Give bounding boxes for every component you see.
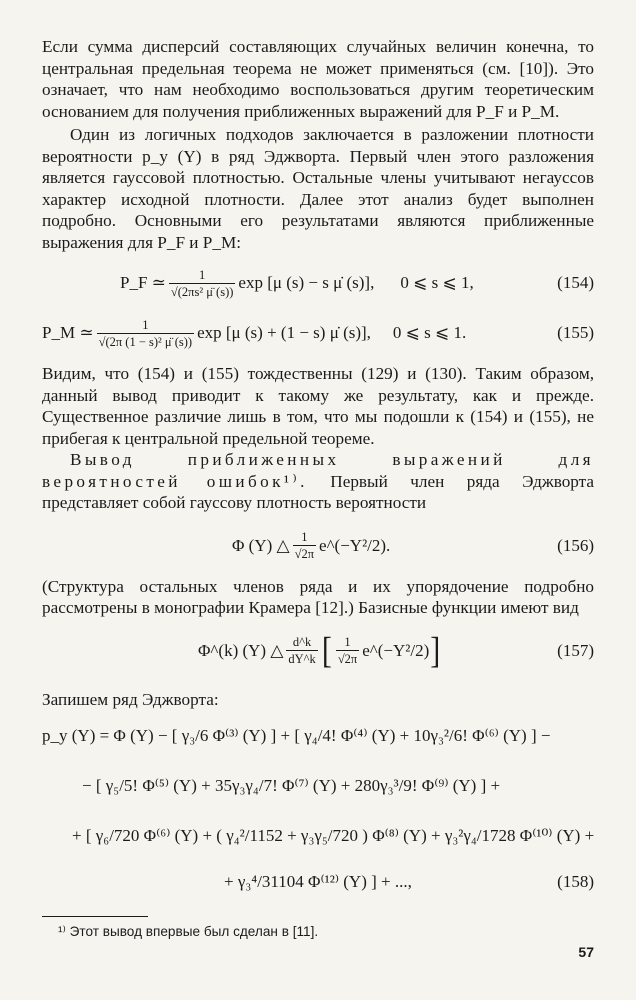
eq158-line-3: + [ γ₆/720 Φ⁽⁶⁾ (Y) + ( γ₄²/1152 + γ₃γ₅/720 ) Φ⁽⁸⁾ (Y) + γ₃²γ₄/1728 Φ⁽¹⁰⁾ (Y) + xyxy=(72,826,595,845)
eq158-line-4: + γ₃⁴/31104 Φ⁽¹²⁾ (Y) ] + ..., xyxy=(224,872,412,891)
eq157-inner-fraction xyxy=(336,635,359,666)
equation-155 xyxy=(42,311,594,355)
footnote-rule xyxy=(42,916,148,917)
eq155-condition: 0 ⩽ s ⩽ 1. xyxy=(392,323,467,342)
eq155-lhs: P_M ≃ xyxy=(42,323,94,342)
eq156-frac-den: √2π xyxy=(294,547,315,561)
eq156-number: (156) xyxy=(557,535,594,555)
eq156-frac-num: 1 xyxy=(301,530,308,544)
eq158-line-1: p_y (Y) = Φ (Y) − [ γ₃/6 Φ⁽³⁾ (Y) ] + [ γ₄/4! Φ⁽⁴⁾ (Y) + 10γ₃²/6! Φ⁽⁶⁾ (Y) ] − xyxy=(42,726,551,745)
eq157-inner-den: √2π xyxy=(337,652,358,666)
eq155-rhs: exp [μ (s) + (1 − s) μ̇ (s)], xyxy=(197,323,371,342)
paragraph-1: Если сумма дисперсий составляющих случайных величин конечна, то центральная предельная теорема не может применяться (см. [10]). Это означает, что нам необходимо воспользоваться другим теоретическим основанием для получения приближенных выражений для P_F и P_M. xyxy=(42,37,594,121)
eq157-rhs: e^(−Y²/2) xyxy=(362,640,430,660)
equation-158 xyxy=(42,722,594,922)
eq154-number: (154) xyxy=(557,273,594,292)
page-number: 57 xyxy=(578,944,594,960)
equation-157 xyxy=(42,627,594,675)
eq154-fraction xyxy=(169,268,236,299)
eq156-lhs: Φ (Y) △ xyxy=(232,535,290,555)
eq155-frac-den: √(2π (1 − s)² μ̈ (s)) xyxy=(98,334,193,349)
paragraph-4 xyxy=(42,449,594,514)
paragraph-4-heading: Вывод приближенных выражений для вероятностей ошибок¹⁾. xyxy=(42,450,594,491)
eq154-lhs: P_F ≃ xyxy=(120,273,166,292)
eq155-number: (155) xyxy=(557,323,594,342)
eq157-frac-den: dY^k xyxy=(288,652,316,666)
paragraph-3: Видим, что (154) и (155) тождественны (129) и (130). Таким образом, данный вывод приводит к такому же результату, как и прежде. Существенное различие лишь в том, что мы подошли к (154) и (155), не прибегая к центральной предельной теореме. xyxy=(42,364,594,448)
footnote: ¹⁾ Этот вывод впервые был сделан в [11]. xyxy=(58,924,319,939)
eq157-frac-num: d^k xyxy=(292,635,312,649)
eq155-fraction xyxy=(97,318,195,349)
paragraph-2: Один из логичных подходов заключается в разложении плотности вероятности p_y (Y) в ряд Эджворта. Первый член этого разложения является гауссовой плотностью. Остальные члены учитывают негауссов характер исходной плотности. Далее этот анализ будет выполнен подробно. Основными его результатами являются приближенные выражения для P_F и P_M: xyxy=(42,125,594,252)
eq157-number: (157) xyxy=(557,640,594,660)
eq154-rhs: exp [μ (s) − s μ̇ (s)], xyxy=(238,273,375,292)
eq158-number: (158) xyxy=(557,872,594,891)
eq154-frac-num: 1 xyxy=(199,267,206,282)
eq157-inner-num: 1 xyxy=(344,635,351,649)
paragraph-4-rest: Первый член ряда Эджворта представляет собой гауссову плотность вероятности xyxy=(42,471,595,512)
eq154-frac-den: √(2πs² μ̈ (s)) xyxy=(170,284,234,299)
eq155-frac-num: 1 xyxy=(142,317,149,332)
equation-156 xyxy=(42,524,594,568)
eq157-lhs: Φ^(k) (Y) △ xyxy=(198,640,284,660)
eq158-line-2: − [ γ₅/5! Φ⁽⁵⁾ (Y) + 35γ₃γ₄/7! Φ⁽⁷⁾ (Y) + 280γ₃³/9! Φ⁽⁹⁾ (Y) ] + xyxy=(82,776,501,795)
eq156-fraction xyxy=(293,530,316,561)
eq157-fraction xyxy=(286,635,317,666)
eq157-right-bracket: ] xyxy=(430,629,441,671)
eq157-left-bracket: [ xyxy=(321,629,332,671)
paragraph-6: Запишем ряд Эджворта: xyxy=(42,689,219,709)
equation-154 xyxy=(42,261,594,305)
page-body xyxy=(42,36,594,922)
paragraph-5: (Структура остальных членов ряда и их упорядочение подробно рассмотрены в монографии Крамера [12].) Базисные функции имеют вид xyxy=(42,576,594,617)
eq156-rhs: e^(−Y²/2). xyxy=(319,535,391,555)
eq154-condition: 0 ⩽ s ⩽ 1, xyxy=(400,273,474,292)
